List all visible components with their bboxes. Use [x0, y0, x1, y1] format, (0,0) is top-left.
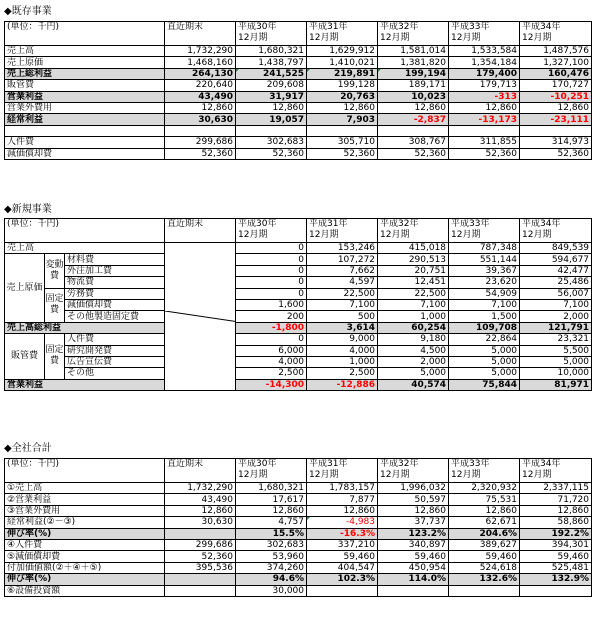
row-label: 研究開発費 — [65, 345, 165, 356]
column-header: 平成30年 12月期 — [236, 22, 307, 46]
value-cell: 1,533,584 — [449, 46, 520, 57]
table-row — [5, 265, 592, 276]
row-label: 売上高総利益 — [5, 322, 165, 333]
table-row — [5, 585, 592, 596]
value-cell: 314,973 — [520, 137, 592, 148]
value-cell: 5,000 — [449, 368, 520, 379]
row-label: 経常利益(②－③) — [5, 517, 165, 528]
value-cell: 12,860 — [236, 102, 307, 113]
table-row — [5, 125, 592, 136]
value-cell: 2,000 — [520, 311, 592, 322]
value-cell: 12,860 — [449, 102, 520, 113]
value-cell: 2,337,115 — [520, 483, 592, 494]
value-cell: 1,000 — [378, 311, 449, 322]
value-cell: 4,597 — [307, 277, 378, 288]
value-cell: -313 — [449, 91, 520, 102]
table-row — [5, 551, 592, 562]
column-header: 平成34年 12月期 — [520, 459, 592, 483]
table-row — [5, 322, 592, 333]
value-cell: -23,111 — [520, 114, 592, 125]
value-cell: 12,860 — [520, 102, 592, 113]
table-row — [5, 379, 592, 390]
value-cell: 395,536 — [165, 562, 236, 573]
value-cell: -12,886 — [307, 379, 378, 390]
table-row — [5, 562, 592, 573]
value-cell: 1,629,912 — [307, 46, 378, 57]
value-cell: 1,438,797 — [236, 57, 307, 68]
value-cell: 551,144 — [449, 254, 520, 265]
value-cell: 192.2% — [520, 528, 592, 539]
value-cell: -16.3% — [307, 528, 378, 539]
sga-group-label: 販管費 — [5, 334, 45, 380]
value-cell: 1,680,321 — [236, 46, 307, 57]
row-label: 売上高 — [5, 46, 165, 57]
header-row — [5, 22, 592, 46]
value-cell: 59,460 — [520, 551, 592, 562]
table-row — [5, 517, 592, 528]
row-label: 営業利益 — [5, 91, 165, 102]
value-cell: 1,680,321 — [236, 483, 307, 494]
value-cell — [307, 585, 378, 596]
value-cell: 31,917 — [236, 91, 307, 102]
table-row — [5, 311, 592, 322]
value-cell: 75,531 — [449, 494, 520, 505]
value-cell: 525,481 — [520, 562, 592, 573]
value-cell: 204.6% — [449, 528, 520, 539]
value-cell: 59,460 — [307, 551, 378, 562]
value-cell: 1,783,157 — [307, 483, 378, 494]
row-label: 人件費 — [5, 137, 165, 148]
value-cell: 37,737 — [378, 517, 449, 528]
table-row — [5, 80, 592, 91]
value-cell: 52,360 — [165, 551, 236, 562]
column-header: 平成32年 12月期 — [378, 459, 449, 483]
table-row — [5, 68, 592, 79]
value-cell: 0 — [236, 334, 307, 345]
value-cell: 302,683 — [236, 137, 307, 148]
column-header: 平成31年 12月期 — [307, 219, 378, 243]
value-cell: 23,620 — [449, 277, 520, 288]
value-cell: 60,254 — [378, 322, 449, 333]
table-row — [5, 243, 592, 254]
value-cell: 1,000 — [307, 356, 378, 367]
value-cell: 20,763 — [307, 91, 378, 102]
value-cell: 299,686 — [165, 539, 236, 550]
diagonal-empty-cell — [165, 243, 236, 391]
existing-business-table — [4, 21, 592, 160]
value-cell: 1,487,576 — [520, 46, 592, 57]
value-cell: 1,468,160 — [165, 57, 236, 68]
value-cell: 594,677 — [520, 254, 592, 265]
value-cell — [307, 125, 378, 136]
value-cell: 299,686 — [165, 137, 236, 148]
value-cell — [165, 528, 236, 539]
value-cell — [165, 585, 236, 596]
value-cell: 39,367 — [449, 265, 520, 276]
column-header: 直近期末 — [165, 219, 236, 243]
value-cell: 1,732,290 — [165, 483, 236, 494]
value-cell: 241,525 — [236, 68, 307, 79]
value-cell: 2,320,932 — [449, 483, 520, 494]
value-cell: 71,720 — [520, 494, 592, 505]
table-row — [5, 494, 592, 505]
column-header: 平成31年 12月期 — [307, 459, 378, 483]
value-cell: 160,476 — [520, 68, 592, 79]
sga-fixed-group-label: 固定費 — [45, 334, 65, 380]
value-cell: 1,581,014 — [378, 46, 449, 57]
value-cell: 59,460 — [449, 551, 520, 562]
value-cell: 199,194 — [378, 68, 449, 79]
table-row — [5, 277, 592, 288]
value-cell — [449, 585, 520, 596]
value-cell: 0 — [236, 265, 307, 276]
value-cell: 4,500 — [378, 345, 449, 356]
value-cell: 5,000 — [520, 356, 592, 367]
value-cell: 179,713 — [449, 80, 520, 91]
value-cell: 153,246 — [307, 243, 378, 254]
table-row — [5, 334, 592, 345]
value-cell — [378, 585, 449, 596]
value-cell: 7,662 — [307, 265, 378, 276]
value-cell: 500 — [307, 311, 378, 322]
value-cell: 1,732,290 — [165, 46, 236, 57]
value-cell: 404,547 — [307, 562, 378, 573]
value-cell: 264,130 — [165, 68, 236, 79]
section-title-existing: ◆既存事業 — [4, 6, 52, 17]
value-cell: 123.2% — [378, 528, 449, 539]
value-cell: 308,767 — [378, 137, 449, 148]
row-label: 営業外費用 — [5, 102, 165, 113]
value-cell: 12,860 — [165, 505, 236, 516]
column-header: 平成34年 12月期 — [520, 22, 592, 46]
value-cell: 52,360 — [236, 148, 307, 159]
table-row — [5, 368, 592, 379]
value-cell: 30,000 — [236, 585, 307, 596]
row-label: その他 — [65, 368, 165, 379]
company-total-table — [4, 458, 592, 597]
value-cell: 1,381,820 — [378, 57, 449, 68]
new-business-table — [4, 218, 592, 391]
value-cell: 6,000 — [236, 345, 307, 356]
value-cell: 0 — [236, 243, 307, 254]
table-row — [5, 345, 592, 356]
column-header: 平成30年 12月期 — [236, 219, 307, 243]
value-cell: 1,500 — [449, 311, 520, 322]
row-label — [5, 125, 165, 136]
row-label: 労務費 — [65, 288, 165, 299]
variable-cost-group-label: 変動費 — [45, 254, 65, 288]
value-cell: 305,710 — [307, 137, 378, 148]
table-row — [5, 137, 592, 148]
value-cell: 1,996,032 — [378, 483, 449, 494]
value-cell: 1,600 — [236, 299, 307, 310]
value-cell: 389,627 — [449, 539, 520, 550]
value-cell: 5,500 — [520, 345, 592, 356]
value-cell: 5,000 — [449, 356, 520, 367]
column-header: 直近期末 — [165, 459, 236, 483]
value-cell: 7,903 — [307, 114, 378, 125]
row-label: ⑤減価償却費 — [5, 551, 165, 562]
row-label: 営業利益 — [5, 379, 165, 390]
value-cell — [378, 125, 449, 136]
value-cell: 340,897 — [378, 539, 449, 550]
section-title-new: ◆新規事業 — [4, 204, 52, 215]
value-cell: 75,844 — [449, 379, 520, 390]
value-cell: 189,171 — [378, 80, 449, 91]
value-cell: 94.6% — [236, 574, 307, 585]
value-cell: 450,954 — [378, 562, 449, 573]
value-cell: 10,023 — [378, 91, 449, 102]
column-header: 平成31年 12月期 — [307, 22, 378, 46]
row-label: ①売上高 — [5, 483, 165, 494]
unit-label: (単位：千円) — [5, 219, 165, 243]
column-header: 平成32年 12月期 — [378, 22, 449, 46]
value-cell — [449, 125, 520, 136]
column-header: 平成33年 12月期 — [449, 22, 520, 46]
value-cell — [165, 574, 236, 585]
column-header: 平成33年 12月期 — [449, 459, 520, 483]
value-cell: 12,860 — [378, 102, 449, 113]
row-label: ②営業利益 — [5, 494, 165, 505]
value-cell: 7,877 — [307, 494, 378, 505]
value-cell: 12,860 — [236, 505, 307, 516]
value-cell: 12,860 — [520, 505, 592, 516]
row-label: 経常利益 — [5, 114, 165, 125]
value-cell: 0 — [236, 277, 307, 288]
value-cell: 23,321 — [520, 334, 592, 345]
value-cell: 43,490 — [165, 494, 236, 505]
row-label: ⑥設備投資額 — [5, 585, 165, 596]
table-row — [5, 483, 592, 494]
value-cell: 62,671 — [449, 517, 520, 528]
value-cell: 1,354,184 — [449, 57, 520, 68]
table-row — [5, 356, 592, 367]
table-row — [5, 288, 592, 299]
row-label: 伸び率(%) — [5, 528, 165, 539]
value-cell: 12,451 — [378, 277, 449, 288]
value-cell: -14,300 — [236, 379, 307, 390]
value-cell: 199,128 — [307, 80, 378, 91]
value-cell: 54,909 — [449, 288, 520, 299]
value-cell: 22,500 — [307, 288, 378, 299]
value-cell: 12,860 — [165, 102, 236, 113]
row-label: 減価償却費 — [5, 148, 165, 159]
value-cell: 394,301 — [520, 539, 592, 550]
value-cell: 290,513 — [378, 254, 449, 265]
table-row — [5, 528, 592, 539]
value-cell: 132.6% — [449, 574, 520, 585]
value-cell: 220,640 — [165, 80, 236, 91]
fixed-cost-group-label: 固定費 — [45, 288, 65, 322]
value-cell: 311,855 — [449, 137, 520, 148]
value-cell: 3,614 — [307, 322, 378, 333]
row-label: 減価償却費 — [65, 299, 165, 310]
value-cell: 4,000 — [236, 356, 307, 367]
column-header: 平成34年 12月期 — [520, 219, 592, 243]
value-cell: 20,751 — [378, 265, 449, 276]
value-cell: 200 — [236, 311, 307, 322]
value-cell — [520, 125, 592, 136]
value-cell: 209,608 — [236, 80, 307, 91]
row-label: 売上総利益 — [5, 68, 165, 79]
cogs-group-label: 売上原価 — [5, 254, 45, 322]
value-cell: -13,173 — [449, 114, 520, 125]
value-cell: 102.3% — [307, 574, 378, 585]
value-cell: 30,630 — [165, 517, 236, 528]
row-label: 売上原価 — [5, 57, 165, 68]
value-cell: 7,100 — [520, 299, 592, 310]
diagonal-line — [165, 311, 235, 321]
column-header: 平成30年 12月期 — [236, 459, 307, 483]
row-label: ③営業外費用 — [5, 505, 165, 516]
value-cell: 415,018 — [378, 243, 449, 254]
row-label: 材料費 — [65, 254, 165, 265]
column-header: 平成33年 12月期 — [449, 219, 520, 243]
value-cell: 524,618 — [449, 562, 520, 573]
unit-label: (単位：千円) — [5, 22, 165, 46]
section-title-total: ◆全社合計 — [4, 443, 52, 454]
table-row — [5, 574, 592, 585]
value-cell: 0 — [236, 254, 307, 265]
table-row — [5, 505, 592, 516]
value-cell: 109,708 — [449, 322, 520, 333]
value-cell: 53,960 — [236, 551, 307, 562]
table-row — [5, 254, 592, 265]
value-cell: 4,757 — [236, 517, 307, 528]
value-cell: 1,327,100 — [520, 57, 592, 68]
value-cell: 52,360 — [449, 148, 520, 159]
row-label: 伸び率(%) — [5, 574, 165, 585]
value-cell: 132.9% — [520, 574, 592, 585]
value-cell: 5,000 — [378, 368, 449, 379]
value-cell: 787,348 — [449, 243, 520, 254]
value-cell: 52,360 — [378, 148, 449, 159]
value-cell: 12,860 — [307, 505, 378, 516]
row-label: 外注加工費 — [65, 265, 165, 276]
row-label: 売上高 — [5, 243, 165, 254]
row-label: 物流費 — [65, 277, 165, 288]
value-cell: 59,460 — [378, 551, 449, 562]
value-cell: 52,360 — [307, 148, 378, 159]
value-cell: -4,983 — [307, 517, 378, 528]
value-cell: 56,007 — [520, 288, 592, 299]
value-cell: 337,210 — [307, 539, 378, 550]
value-cell: 7,100 — [307, 299, 378, 310]
value-cell: 1,410,021 — [307, 57, 378, 68]
value-cell: 42,477 — [520, 265, 592, 276]
value-cell: -1,800 — [236, 322, 307, 333]
unit-label: (単位：千円) — [5, 459, 165, 483]
column-header: 直近期末 — [165, 22, 236, 46]
value-cell: 849,539 — [520, 243, 592, 254]
row-label: 付加価値額(②＋④＋⑤) — [5, 562, 165, 573]
header-row — [5, 459, 592, 483]
value-cell: 2,000 — [378, 356, 449, 367]
value-cell: 219,891 — [307, 68, 378, 79]
value-cell: 10,000 — [520, 368, 592, 379]
value-cell: 179,400 — [449, 68, 520, 79]
value-cell: 5,000 — [449, 345, 520, 356]
value-cell: 40,574 — [378, 379, 449, 390]
value-cell: -10,251 — [520, 91, 592, 102]
row-label: 人件費 — [65, 334, 165, 345]
value-cell: 302,683 — [236, 539, 307, 550]
value-cell: 374,260 — [236, 562, 307, 573]
value-cell: 22,864 — [449, 334, 520, 345]
header-row — [5, 219, 592, 243]
value-cell: 19,057 — [236, 114, 307, 125]
row-label: 販管費 — [5, 80, 165, 91]
table-row — [5, 148, 592, 159]
table-row — [5, 91, 592, 102]
value-cell: 0 — [236, 288, 307, 299]
value-cell: 15.5% — [236, 528, 307, 539]
value-cell: 30,630 — [165, 114, 236, 125]
column-header: 平成32年 12月期 — [378, 219, 449, 243]
value-cell: 12,860 — [449, 505, 520, 516]
row-label: その他製造固定費 — [65, 311, 165, 322]
value-cell: -2,837 — [378, 114, 449, 125]
value-cell: 9,000 — [307, 334, 378, 345]
value-cell: 9,180 — [378, 334, 449, 345]
value-cell: 2,500 — [236, 368, 307, 379]
value-cell — [236, 125, 307, 136]
value-cell: 114.0% — [378, 574, 449, 585]
table-row — [5, 102, 592, 113]
value-cell: 25,486 — [520, 277, 592, 288]
value-cell: 121,791 — [520, 322, 592, 333]
value-cell: 12,860 — [378, 505, 449, 516]
value-cell: 12,860 — [307, 102, 378, 113]
value-cell: 22,500 — [378, 288, 449, 299]
table-row — [5, 539, 592, 550]
value-cell — [165, 125, 236, 136]
value-cell: 170,727 — [520, 80, 592, 91]
row-label: ④人件費 — [5, 539, 165, 550]
value-cell: 2,500 — [307, 368, 378, 379]
table-row — [5, 57, 592, 68]
value-cell: 7,100 — [449, 299, 520, 310]
value-cell: 17,617 — [236, 494, 307, 505]
table-row — [5, 46, 592, 57]
table-row — [5, 114, 592, 125]
value-cell: 50,597 — [378, 494, 449, 505]
value-cell: 4,000 — [307, 345, 378, 356]
row-label: 広告宣伝費 — [65, 356, 165, 367]
value-cell: 58,860 — [520, 517, 592, 528]
value-cell: 7,100 — [378, 299, 449, 310]
value-cell: 81,971 — [520, 379, 592, 390]
value-cell: 52,360 — [520, 148, 592, 159]
value-cell: 52,360 — [165, 148, 236, 159]
value-cell — [520, 585, 592, 596]
value-cell: 107,272 — [307, 254, 378, 265]
table-row — [5, 299, 592, 310]
value-cell: 43,490 — [165, 91, 236, 102]
